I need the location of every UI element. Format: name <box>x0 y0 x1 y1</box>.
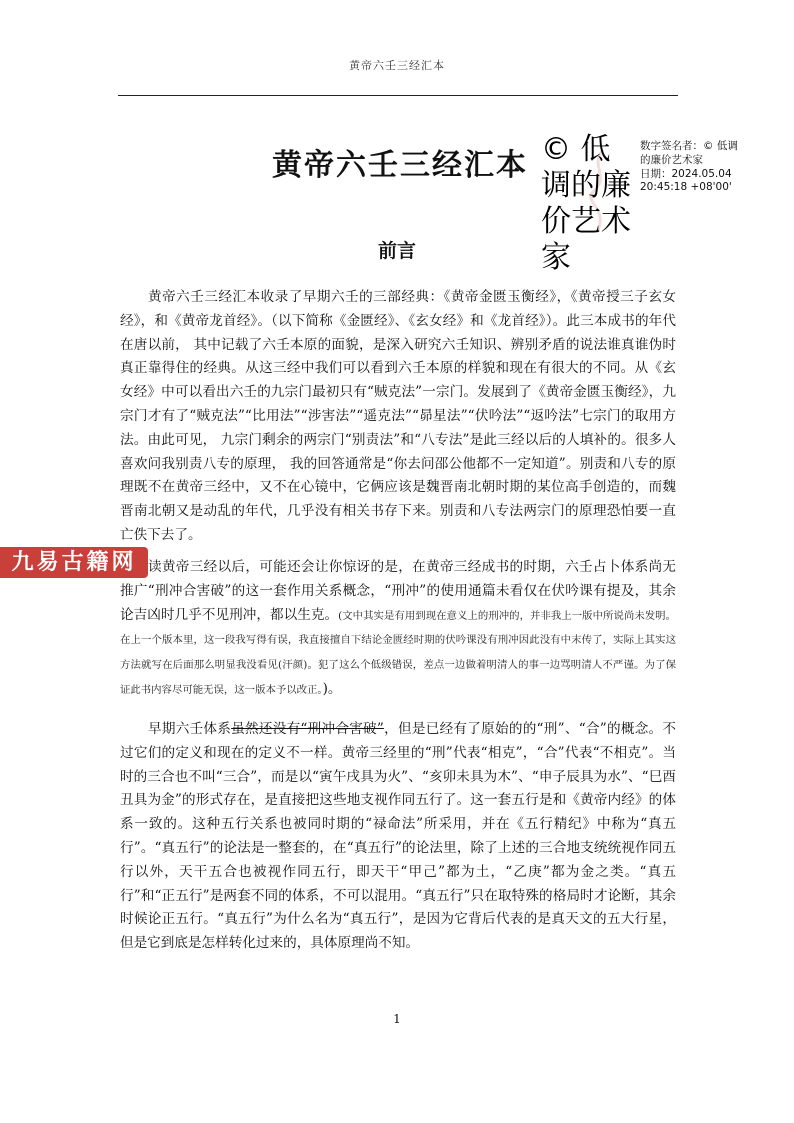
running-header: 黄帝六壬三经汇本 <box>349 59 445 72</box>
signature-name: © 低调的廉价艺术家 <box>541 132 631 275</box>
paragraph-2-text: 读黄帝三经以后，可能还会让你惊讶的是，在黄帝三经成书的时期，六壬占卜体系尚无推广“刑冲合害破”的这一套作用关系概念，“刑冲”的使用通篇未看仅在伏吟课有提及，其余论吉凶时几乎不见刑冲，都以生克。 <box>120 559 676 623</box>
paragraph-3-start: 早期六壬体系 <box>148 721 232 737</box>
paragraph-3-rest: ，但是已经有了原始的的“刑”、“合”的概念。不过它们的定义和现在的定义不一样。黄帝三经里的“刑”代表“相克”，“合”代表“不相克”。当时的三合也不叫“三合”，而是以“寅午戌具为火”、“亥卯未具为木”、“申子辰具为水”、“巳酉丑具为金”的形式存在，是直接把这些地支视作同五行了。这一套五行是和《黄帝内经》的体系一致的。这种五行关系也被同时期的“禄命法”所采用，并在《五行精纪》中称为“真五行”。“真五行”的论法是一整套的，在“真五行”的论法里，除了上述的三合地支统统视作同五行以外，天干五合也被视作同五行，即天干“甲己”都为土，“乙庚”都为金之类。“真五行”和“正五行”是两套不同的体系，不可以混用。“真五行”只在取特殊的格局时才论断，其余时候论正五行。“真五行”为什么名为“真五行”，是因为它背后代表的是真天文的五大行星，但是它到底是怎样转化过来的，具体原理尚不知。 <box>120 721 676 952</box>
signature-label: 数字签名者： <box>640 140 703 152</box>
site-watermark-badge: 九易古籍网 <box>0 547 148 578</box>
digital-signature <box>541 132 741 275</box>
paragraph-2-end: )。 <box>322 680 342 697</box>
signature-signer: © 低调的廉价艺术家 <box>640 140 738 166</box>
preface-paragraph-2 <box>120 556 676 703</box>
signature-date-label: 日期： <box>640 167 672 180</box>
preface-paragraph-1: 黄帝六壬三经汇本收录了早期六壬的三部经典：《黄帝金匮玉衡经》，《黄帝授三子玄女经》，和《黄帝龙首经》。（以下简称《金匮经》、《玄女经》和《龙首经》）。此三本成书的年代在唐以前， 其中记载了六壬本原的面貌，是深入研究六壬知识、辨别矛盾的说法谁真谁伪时真正靠得住的经典。从这三经中我们可以看到六壬本原的样貌和现在有很大的不同。从《玄女经》中可以看出六壬的九宗门最初只有“贼克法”一宗门。发展到了《黄帝金匮玉衡经》，九宗门才有了“贼克法”“比用法”“涉害法”“遥克法”“昴星法”“伏吟法”“返吟法”七宗门的取用方法。由此可见， 九宗门剩余的两宗门“别责法”和“八专法”是此三经以后的人填补的。很多人喜欢问我别责八专的原理， 我的回答通常是“你去问邵公他都不一定知道”。别责和八专的原理既不在黄帝三经中，又不在心镜中，它俩应该是魏晋南北朝时期的某位高手创造的，而魏晋南北朝又是动乱的年代，几乎没有相关书存下来。别责和八专法两宗门的原理恐怕要一直亡佚下去了。 <box>120 289 676 543</box>
section-title: 前言 <box>377 240 416 262</box>
signature-info <box>640 140 740 195</box>
page-number: 1 <box>393 1012 401 1026</box>
paragraph-3-strikethrough: 虽然还没有“刑冲合害破” <box>231 721 384 737</box>
paragraph-2-note: (文中其实是有用到现在意义上的刑冲的，并非我上一版中所说尚未发明。在上一个版本里，这一段我写得有误，我直接擅自下结论金匮经时期的伏吟课没有刑冲因此没有中末传了，实际上其实这方法就写在后面那么明显我没看见(汗颜)。犯了这么个低级错误，差点一边做着明清人的事一边骂明清人不严谨。为了保证此书内容尽可能无误，这一版本予以改正。 <box>120 609 676 696</box>
header-divider <box>118 95 678 96</box>
preface-paragraph-3 <box>120 718 676 956</box>
document-title: 黄帝六壬三经汇本 <box>272 148 528 183</box>
signature-date: 2024.05.04 20:45:18 +08'00' <box>640 167 732 194</box>
